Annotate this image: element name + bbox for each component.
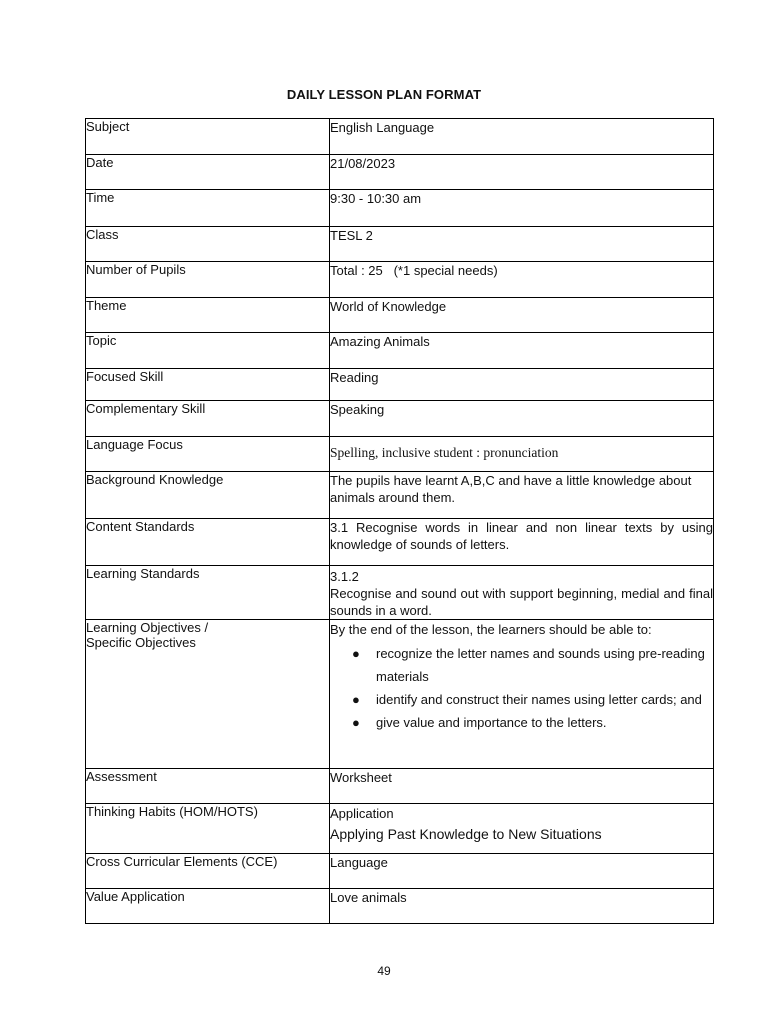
value-application-value: Love animals — [330, 889, 714, 924]
table-row-background-knowledge — [86, 472, 714, 519]
date-label: Date — [86, 155, 330, 190]
time-label: Time — [86, 190, 330, 227]
table-row-language-focus — [86, 437, 714, 472]
table-row-thinking-habits — [86, 804, 714, 854]
table-row-cce — [86, 854, 714, 889]
bullet-icon: ● — [352, 646, 360, 661]
value-application-label: Value Application — [86, 889, 330, 924]
class-label: Class — [86, 227, 330, 262]
language-focus-value: Spelling, inclusive student : pronunciation — [330, 437, 714, 472]
content-standards-label: Content Standards — [86, 519, 330, 566]
table-row-topic — [86, 333, 714, 369]
thinking-habits-line2: Applying Past Knowledge to New Situations — [330, 826, 602, 842]
focused-skill-value: Reading — [330, 369, 714, 401]
table-row-learning-standards — [86, 566, 714, 620]
complementary-skill-value: Speaking — [330, 401, 714, 437]
objectives-label-line1: Learning Objectives / — [86, 620, 209, 635]
subject-value: English Language — [330, 119, 714, 155]
objectives-list — [330, 642, 713, 734]
lesson-plan-table — [85, 118, 714, 924]
table-row-focused-skill — [86, 369, 714, 401]
table-row-subject — [86, 119, 714, 155]
objective-text: give value and importance to the letters. — [376, 715, 607, 730]
table-row-pupils — [86, 262, 714, 298]
table-row-complementary-skill — [86, 401, 714, 437]
list-item — [330, 642, 713, 688]
theme-value: World of Knowledge — [330, 298, 714, 333]
table-row-content-standards — [86, 519, 714, 566]
date-value: 21/08/2023 — [330, 155, 714, 190]
thinking-habits-label: Thinking Habits (HOM/HOTS) — [86, 804, 330, 854]
cce-label: Cross Curricular Elements (CCE) — [86, 854, 330, 889]
theme-label: Theme — [86, 298, 330, 333]
objectives-label-line2: Specific Objectives — [86, 635, 196, 650]
list-item — [330, 711, 713, 734]
table-row-date — [86, 155, 714, 190]
pupils-label: Number of Pupils — [86, 262, 330, 298]
list-item — [330, 688, 713, 711]
thinking-habits-line1: Application — [330, 806, 394, 821]
class-value: TESL 2 — [330, 227, 714, 262]
learning-standards-label: Learning Standards — [86, 566, 330, 620]
page-title: DAILY LESSON PLAN FORMAT — [286, 87, 482, 102]
time-value: 9:30 - 10:30 am — [330, 190, 714, 227]
objective-text: identify and construct their names using letter cards; and — [376, 692, 702, 707]
content-standards-value: 3.1 Recognise words in linear and non linear texts by using knowledge of sounds of letters. — [330, 519, 714, 566]
assessment-label: Assessment — [86, 769, 330, 804]
thinking-habits-cell — [330, 804, 714, 854]
background-knowledge-value: The pupils have learnt A,B,C and have a little knowledge about animals around them. — [330, 472, 714, 519]
page-number: 49 — [377, 964, 391, 978]
cce-value: Language — [330, 854, 714, 889]
learning-standards-value: Recognise and sound out with support beginning, medial and final sounds in a word. — [330, 586, 713, 618]
assessment-value: Worksheet — [330, 769, 714, 804]
objectives-intro: By the end of the lesson, the learners should be able to: — [330, 622, 652, 637]
topic-label: Topic — [86, 333, 330, 369]
subject-label: Subject — [86, 119, 330, 155]
background-knowledge-label: Background Knowledge — [86, 472, 330, 519]
table-row-value-application — [86, 889, 714, 924]
learning-standards-cell — [330, 566, 714, 620]
table-row-assessment — [86, 769, 714, 804]
complementary-skill-label: Complementary Skill — [86, 401, 330, 437]
pupils-value: Total : 25 (*1 special needs) — [330, 262, 714, 298]
language-focus-label: Language Focus — [86, 437, 330, 472]
bullet-icon: ● — [352, 715, 360, 730]
table-row-objectives — [86, 620, 714, 769]
table-row-theme — [86, 298, 714, 333]
objectives-cell — [330, 620, 714, 769]
learning-standards-code: 3.1.2 — [330, 569, 359, 584]
table-row-time — [86, 190, 714, 227]
topic-value: Amazing Animals — [330, 333, 714, 369]
table-row-class — [86, 227, 714, 262]
objectives-label — [86, 620, 330, 769]
bullet-icon: ● — [352, 692, 360, 707]
objective-text: recognize the letter names and sounds using pre-reading materials — [376, 646, 705, 684]
focused-skill-label: Focused Skill — [86, 369, 330, 401]
